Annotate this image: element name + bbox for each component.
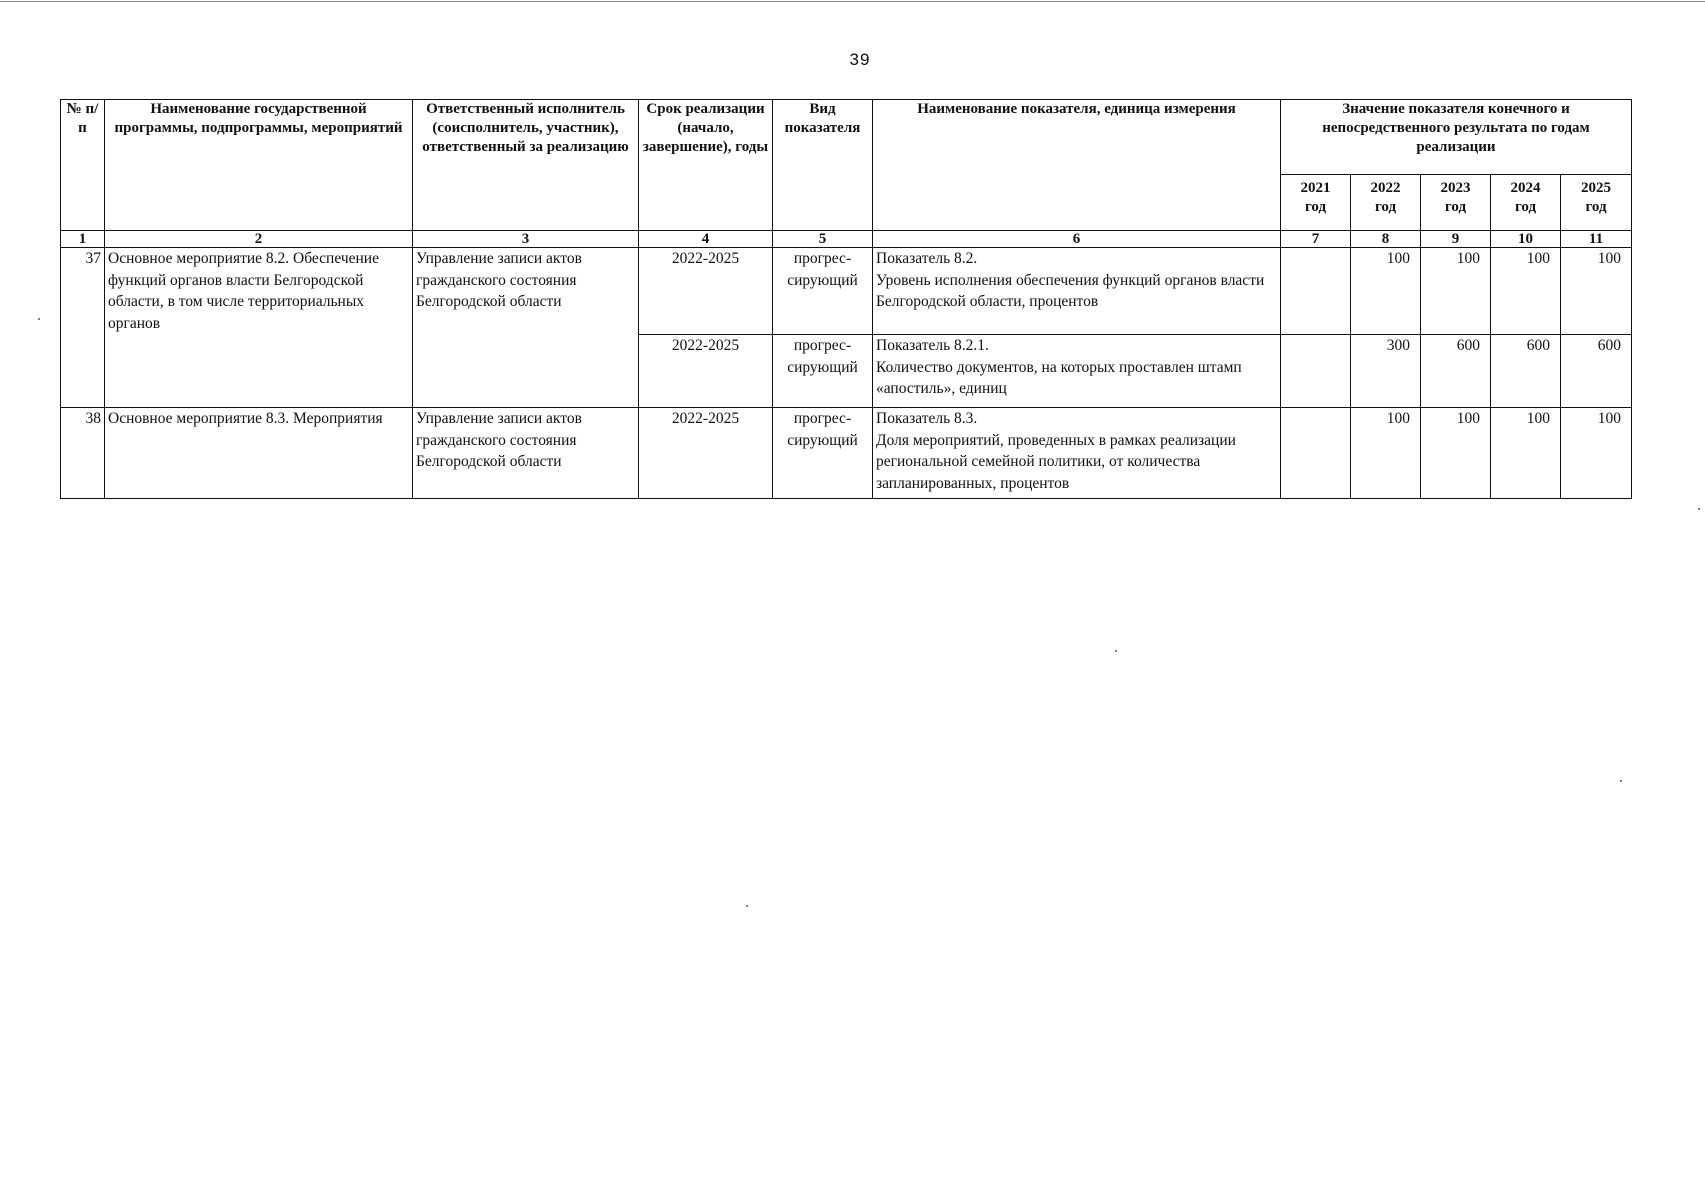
year-label: 2022	[1370, 179, 1401, 196]
header-values-group: Значение показателя конечного и непосредственного результата по годам реализации	[1281, 100, 1632, 175]
column-number: 9	[1421, 231, 1491, 248]
header-executor: Ответственный исполнитель (соисполнитель, участник), ответственный за реализацию	[413, 100, 639, 231]
year-label: 2024	[1510, 179, 1541, 196]
header-name: Наименование государственной программы, подпрограммы, мероприятий	[105, 100, 413, 231]
column-number: 8	[1351, 231, 1421, 248]
indicator-title: Показатель 8.3.	[876, 410, 978, 427]
value-2025: 100	[1561, 408, 1632, 499]
value-2023: 100	[1421, 248, 1491, 335]
value-2024: 100	[1491, 408, 1561, 499]
row-executor: Управление записи актов гражданского состояния Белгородской области	[413, 408, 639, 499]
value-2025: 600	[1561, 335, 1632, 408]
year-unit: год	[1304, 198, 1327, 215]
header-row	[61, 100, 1632, 175]
column-numbers-row	[61, 231, 1632, 248]
year-unit: год	[1374, 198, 1397, 215]
header-year-2021	[1281, 174, 1351, 230]
row-kind: прогрес-сирующий	[773, 408, 873, 499]
header-kind: Вид показателя	[773, 100, 873, 231]
header-year-2024	[1491, 174, 1561, 230]
row-executor: Управление записи актов гражданского состояния Белгородской области	[413, 248, 639, 408]
year-unit: год	[1514, 198, 1537, 215]
value-2022: 100	[1351, 248, 1421, 335]
row-indicator	[873, 408, 1281, 499]
year-label: 2023	[1440, 179, 1471, 196]
header-num: № п/п	[61, 100, 105, 231]
scan-speck	[746, 905, 748, 907]
column-number: 5	[773, 231, 873, 248]
page-number: 39	[849, 50, 871, 69]
year-label: 2021	[1300, 179, 1331, 196]
year-unit: год	[1444, 198, 1467, 215]
column-number: 6	[873, 231, 1281, 248]
value-2024: 100	[1491, 248, 1561, 335]
row-name: Основное мероприятие 8.2. Обеспечение функций органов власти Белгородской области, в том числе территориальных органов	[105, 248, 413, 408]
scan-speck	[38, 318, 40, 320]
row-kind: прогрес-сирующий	[773, 335, 873, 408]
column-number: 2	[105, 231, 413, 248]
row-indicator	[873, 248, 1281, 335]
column-number: 11	[1561, 231, 1632, 248]
row-term: 2022-2025	[639, 335, 773, 408]
header-year-2023	[1421, 174, 1491, 230]
value-2023: 100	[1421, 408, 1491, 499]
value-2025: 100	[1561, 248, 1632, 335]
year-unit: год	[1585, 198, 1607, 215]
indicator-title: Показатель 8.2.	[876, 250, 978, 267]
row-kind: прогрес-сирующий	[773, 248, 873, 335]
row-num: 37	[61, 248, 105, 408]
row-indicator	[873, 335, 1281, 408]
indicator-description: Доля мероприятий, проведенных в рамках реализации региональной семейной политики, от количества запланированных, процентов	[876, 431, 1236, 492]
table-row	[61, 248, 1632, 335]
value-2021	[1281, 248, 1351, 335]
value-2022: 300	[1351, 335, 1421, 408]
indicators-table	[60, 99, 1632, 499]
indicator-description: Уровень исполнения обеспечения функций органов власти Белгородской области, процентов	[876, 271, 1265, 310]
column-number: 4	[639, 231, 773, 248]
indicator-description: Количество документов, на которых проставлен штамп «апостиль», единиц	[876, 358, 1242, 397]
row-num: 38	[61, 408, 105, 499]
scan-speck	[1115, 650, 1117, 652]
column-number: 1	[61, 231, 105, 248]
row-term: 2022-2025	[639, 248, 773, 335]
header-indicator: Наименование показателя, единица измерения	[873, 100, 1281, 231]
value-2024: 600	[1491, 335, 1561, 408]
value-2021	[1281, 335, 1351, 408]
table-row	[61, 408, 1632, 499]
header-year-2025	[1561, 174, 1632, 230]
scan-speck	[1698, 508, 1700, 510]
indicator-title: Показатель 8.2.1.	[876, 337, 989, 354]
header-year-2022	[1351, 174, 1421, 230]
scan-top-edge	[0, 1, 1705, 2]
row-term: 2022-2025	[639, 408, 773, 499]
column-number: 7	[1281, 231, 1351, 248]
header-term: Срок реализации (начало, завершение), годы	[639, 100, 773, 231]
scan-speck	[1620, 780, 1622, 782]
value-2021	[1281, 408, 1351, 499]
row-name: Основное мероприятие 8.3. Мероприятия	[105, 408, 413, 499]
value-2023: 600	[1421, 335, 1491, 408]
column-number: 10	[1491, 231, 1561, 248]
year-label: 2025	[1581, 179, 1611, 196]
column-number: 3	[413, 231, 639, 248]
value-2022: 100	[1351, 408, 1421, 499]
